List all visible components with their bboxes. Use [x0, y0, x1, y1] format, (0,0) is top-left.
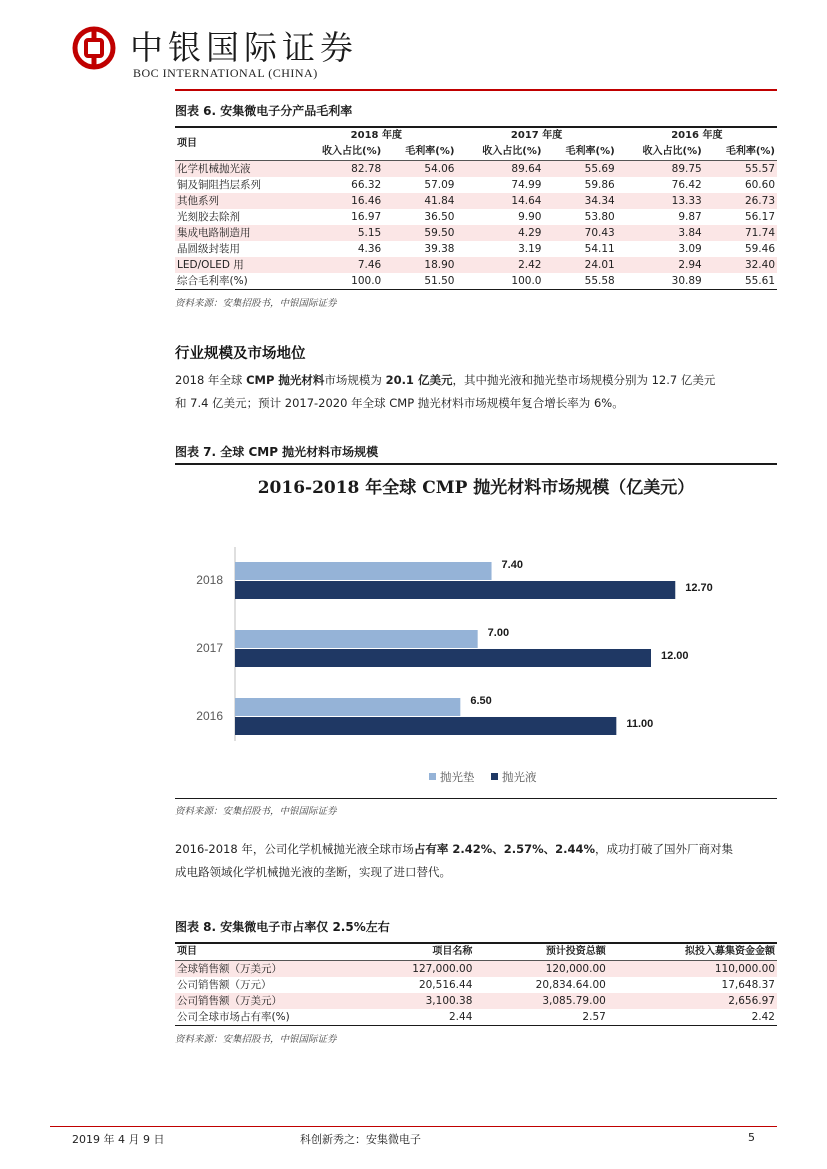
table-row	[175, 193, 777, 209]
section-title: 行业规模及市场地位	[175, 346, 306, 362]
text-run: 2018 年全球	[175, 373, 247, 387]
chart-bottom-rule	[175, 798, 777, 799]
text-run: ，其中抛光液和抛光垫市场规模分别为 12.7 亿美元	[452, 373, 716, 387]
table-cell: 34.34	[543, 193, 616, 209]
row-label: 全球销售额（万美元）	[175, 961, 359, 978]
table-cell: 24.01	[543, 257, 616, 273]
bar-polishing-slurry	[235, 649, 651, 667]
table-cell: 53.80	[584, 211, 615, 223]
table-cell: 71.74	[704, 225, 777, 241]
table-row	[175, 241, 777, 257]
paragraph-market-share	[175, 838, 777, 884]
sub-header: 毛利率(%)	[405, 146, 455, 157]
data-label: 11.00	[626, 718, 654, 730]
page-header	[0, 0, 827, 92]
figure-6	[175, 102, 777, 309]
figure-7-title-block	[175, 443, 777, 460]
table-cell: 110,000.00	[608, 961, 777, 978]
row-label: 铜及铜阻挡层系列	[177, 179, 261, 191]
row-label: 集成电路制造用	[175, 225, 296, 241]
brand-name-en: BOC INTERNATIONAL (CHINA)	[133, 66, 318, 80]
legend-swatch	[429, 773, 436, 780]
category-label: 2016	[196, 709, 223, 723]
category-label: 2017	[196, 641, 223, 655]
table-cell: 17,648.37	[721, 979, 775, 991]
table-cell: 20,834.64.00	[535, 979, 606, 991]
table-cell: 70.43	[543, 225, 616, 241]
footer-date: 2019 年 4 月 9 日	[72, 1133, 165, 1146]
table-cell: 3.84	[617, 225, 704, 241]
table-cell: 32.40	[704, 257, 777, 273]
col-header: 拟投入募集资金金额	[685, 946, 775, 957]
figure-7-source-block	[175, 803, 777, 817]
legend-label: 抛光液	[502, 770, 537, 784]
table-row	[175, 1009, 777, 1025]
legend-label: 抛光垫	[440, 770, 475, 784]
table-cell: 9.87	[678, 211, 702, 223]
sub-header: 收入占比(%)	[642, 146, 702, 157]
table-cell: 39.38	[424, 243, 455, 255]
table-cell: 2.42	[456, 257, 543, 273]
sub-header: 毛利率(%)	[725, 146, 775, 157]
table-cell: 3.09	[678, 243, 702, 255]
col-header-item: 项目	[177, 138, 197, 149]
market-share-table	[175, 944, 777, 1025]
table-cell: 16.97	[351, 211, 382, 223]
table-cell: 60.60	[744, 179, 775, 191]
table-cell: 57.09	[424, 179, 455, 191]
data-label: 7.40	[501, 559, 523, 571]
table-cell: 2.94	[617, 257, 704, 273]
table-row	[175, 961, 777, 978]
table-cell: 41.84	[383, 193, 456, 209]
table-cell: 14.64	[456, 193, 543, 209]
table-cell: 2.44	[449, 1011, 473, 1023]
category-label: 2018	[196, 573, 223, 587]
table-cell: 2,656.97	[608, 993, 777, 1009]
table-cell: 54.11	[584, 243, 615, 255]
table-bottom-rule	[175, 289, 777, 290]
table-row	[175, 257, 777, 273]
row-label: 公司销售额（万美元）	[175, 993, 359, 1009]
sub-header: 毛利率(%)	[565, 146, 615, 157]
chart-title: 2016-2018 年全球 CMP 抛光材料市场规模（亿美元）	[257, 478, 695, 498]
text-run: ，成功打破了国外厂商对集	[595, 842, 734, 856]
row-label: 其他系列	[175, 193, 296, 209]
table-cell: 4.36	[357, 243, 382, 255]
row-label: 光刻胶去除剂	[177, 211, 240, 223]
figure-6-source: 资料来源：安集招股书，中银国际证券	[175, 298, 337, 309]
table-cell: 89.64	[456, 161, 543, 178]
data-label: 7.00	[487, 627, 510, 639]
row-label: LED/OLED 用	[175, 257, 296, 273]
brand-name-cn: 中银国际证券	[130, 28, 358, 67]
industry-section	[175, 342, 777, 415]
table-cell: 66.32	[351, 179, 382, 191]
text-run-bold: CMP 抛光材料	[246, 373, 325, 387]
legend-swatch	[491, 773, 498, 780]
table-cell: 55.58	[584, 275, 615, 287]
table-cell: 18.90	[383, 257, 456, 273]
table-cell: 26.73	[704, 193, 777, 209]
table-cell: 30.89	[671, 275, 702, 287]
col-header: 预计投资总额	[545, 946, 606, 957]
table-cell: 56.17	[744, 211, 775, 223]
table-cell: 3,085.79.00	[474, 993, 607, 1009]
col-header: 项目名称	[432, 946, 473, 957]
table-cell: 20,516.44	[418, 979, 473, 991]
table-cell: 5.15	[296, 225, 383, 241]
boc-logo-icon	[72, 26, 116, 70]
row-label: 公司全球市场占有率(%)	[177, 1011, 290, 1023]
table-cell: 55.69	[543, 161, 616, 178]
bar-polishing-slurry	[235, 581, 675, 599]
table-row	[175, 977, 777, 993]
sub-header: 收入占比(%)	[482, 146, 542, 157]
table-cell: 55.57	[704, 161, 777, 178]
page-number: 5	[748, 1131, 755, 1144]
table-cell: 89.75	[617, 161, 704, 178]
table-cell: 76.42	[671, 179, 702, 191]
row-label: 晶圆级封装用	[177, 243, 240, 255]
table-cell: 16.46	[296, 193, 383, 209]
table-row	[175, 273, 777, 289]
table-cell: 100.0	[351, 275, 382, 287]
table-cell: 3,100.38	[359, 993, 474, 1009]
bar-chart	[175, 465, 777, 800]
table-cell: 36.50	[424, 211, 455, 223]
data-label: 12.00	[661, 650, 689, 662]
figure-8-title: 图表 8. 安集微电子市占率仅 2.5%左右	[175, 920, 390, 934]
table-row	[175, 161, 777, 178]
sub-header: 收入占比(%)	[322, 146, 382, 157]
table-cell: 74.99	[511, 179, 542, 191]
text-run: 和 7.4 亿美元；预计 2017-2020 年全球 CMP 抛光材料市场规模年复合增长率为 6%。	[175, 396, 624, 410]
table-cell: 4.29	[456, 225, 543, 241]
table-cell: 100.0	[511, 275, 542, 287]
table-cell: 120,000.00	[474, 961, 607, 978]
table-cell: 7.46	[296, 257, 383, 273]
year-header: 2017 年度	[510, 130, 563, 141]
year-header: 2018 年度	[350, 130, 402, 141]
data-label: 6.50	[470, 695, 492, 707]
table-cell: 127,000.00	[359, 961, 474, 978]
table-cell: 13.33	[617, 193, 704, 209]
figure-7-title: 图表 7. 全球 CMP 抛光材料市场规模	[175, 445, 379, 459]
bar-polishing-pad	[235, 562, 492, 580]
year-header: 2016 年度	[671, 130, 723, 141]
header-divider	[175, 89, 777, 91]
bar-polishing-pad	[235, 698, 460, 716]
table-cell: 82.78	[296, 161, 383, 178]
figure-7-source: 资料来源：安集招股书，中银国际证券	[175, 806, 337, 817]
row-label: 综合毛利率(%)	[177, 275, 248, 287]
table-cell: 2.42	[751, 1011, 775, 1023]
paragraph-market-size	[175, 369, 777, 415]
table-cell: 59.50	[383, 225, 456, 241]
table-row	[175, 993, 777, 1009]
text-run: 成电路领域化学机械抛光液的垄断，实现了进口替代。	[175, 865, 451, 879]
bar-polishing-slurry	[235, 717, 616, 735]
table-cell: 9.90	[518, 211, 542, 223]
row-label: 化学机械抛光液	[175, 161, 296, 178]
table-row	[175, 225, 777, 241]
cmp-market-chart	[175, 463, 777, 800]
table-cell: 2.57	[582, 1011, 606, 1023]
text-run: 2016-2018 年，公司化学机械抛光液全球市场	[175, 842, 414, 856]
figure-8	[175, 918, 777, 1045]
figure-8-source: 资料来源：安集招股书，中银国际证券	[175, 1034, 337, 1045]
table-cell: 54.06	[383, 161, 456, 178]
market-share-paragraph-block	[175, 838, 777, 884]
col-header: 项目	[177, 946, 197, 957]
text-run: 市场规模为	[324, 373, 386, 387]
table-bottom-rule	[175, 1025, 777, 1026]
gross-margin-table	[175, 128, 777, 289]
table-row	[175, 177, 777, 193]
table-row	[175, 209, 777, 225]
row-label: 公司销售额（万元）	[177, 979, 272, 991]
text-run-bold: 20.1 亿美元	[385, 373, 453, 387]
bar-polishing-pad	[235, 630, 478, 648]
table-cell: 51.50	[424, 275, 455, 287]
table-cell: 59.46	[744, 243, 775, 255]
table-cell: 55.61	[744, 275, 775, 287]
figure-6-title: 图表 6. 安集微电子分产品毛利率	[175, 104, 353, 118]
table-cell: 3.19	[518, 243, 542, 255]
text-run-bold: 占有率 2.42%、2.57%、2.44%	[413, 842, 596, 856]
data-label: 12.70	[685, 582, 713, 594]
table-cell: 59.86	[584, 179, 615, 191]
footer-divider	[50, 1126, 777, 1127]
footer-title: 科创新秀之：安集微电子	[300, 1133, 421, 1146]
